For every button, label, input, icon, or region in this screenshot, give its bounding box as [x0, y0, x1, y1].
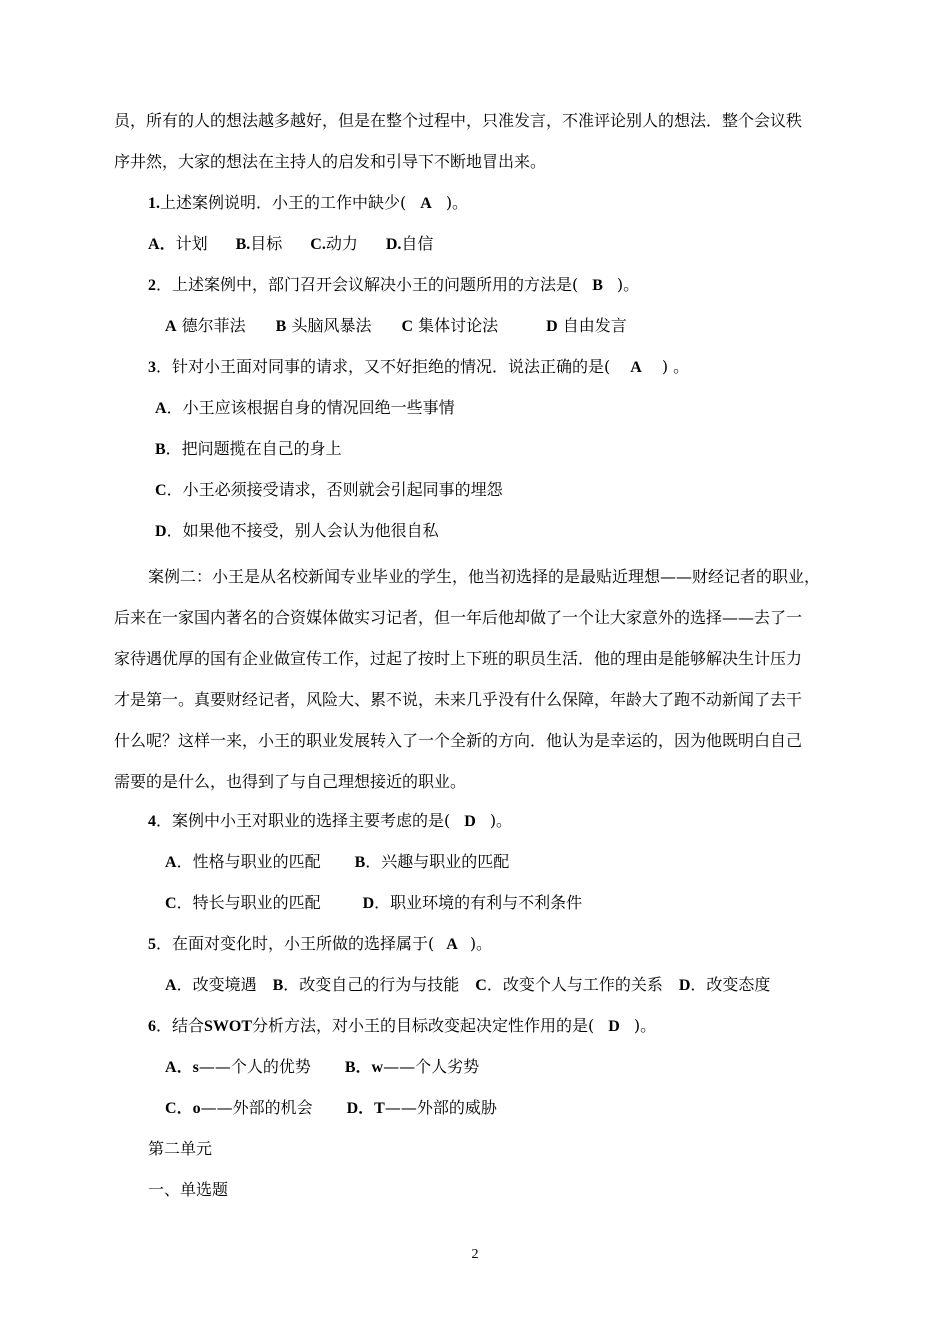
- question-3-option-a: A．小王应该根据自身的情况回绝一些事情: [155, 398, 455, 417]
- question-3-option-c: C．小王必须接受请求，否则就会引起同事的埋怨: [155, 480, 503, 499]
- question-4-options-row-1: [165, 852, 509, 873]
- question-5-options: [165, 975, 770, 996]
- option-b: B．w——个人劣势: [344, 1057, 480, 1076]
- question-number: 4: [148, 813, 156, 830]
- question-text: ．案例中小王对职业的选择主要考虑的是(: [156, 811, 451, 830]
- question-1: [148, 193, 468, 214]
- answer-letter: B: [592, 277, 603, 294]
- unit-heading: 第二单元: [148, 1139, 213, 1158]
- answer-letter: A: [630, 359, 642, 376]
- question-text: ．上述案例中，部门召开会议解决小王的问题所用的方法是(: [156, 275, 579, 294]
- question-close: )。: [489, 811, 513, 830]
- option-d: D 自由发言: [546, 316, 627, 335]
- question-text: ．结合: [156, 1016, 205, 1035]
- option-a: A．s——个人的优势: [165, 1057, 311, 1076]
- question-text: ．在面对变化时，小王所做的选择属于(: [156, 934, 435, 953]
- answer-letter: A: [420, 195, 432, 212]
- question-2-options: [165, 316, 627, 337]
- case-2-line: 后来在一家国内著名的合资媒体做实习记者，但一年后他却做了一个让大家意外的选择——去了一: [114, 608, 803, 627]
- answer-letter: D: [608, 1018, 620, 1035]
- question-close: ) 。: [661, 357, 690, 376]
- option-d: D.自信: [385, 234, 434, 253]
- option-c: C．特长与职业的匹配: [165, 893, 321, 912]
- page-number: 2: [471, 1247, 479, 1262]
- question-3: [148, 357, 689, 378]
- answer-letter: A: [446, 936, 458, 953]
- question-number: 5: [148, 936, 156, 953]
- question-close: )。: [445, 193, 469, 212]
- option-d: D．职业环境的有利与不利条件: [362, 893, 583, 912]
- question-number: 2: [148, 277, 156, 294]
- question-1-options: [148, 234, 433, 255]
- swot-label: SWOT: [204, 1018, 253, 1035]
- case-2-line: 什么呢？这样一来，小王的职业发展转入了一个全新的方向．他认为是幸运的，因为他既明白自己: [114, 731, 803, 750]
- question-close: )。: [633, 1016, 657, 1035]
- question-text: 上述案例说明．小王的工作中缺少(: [160, 193, 407, 212]
- option-b: B 头脑风暴法: [275, 316, 372, 335]
- question-3-option-b: B．把问题揽在自己的身上: [155, 439, 342, 458]
- answer-letter: D: [464, 813, 476, 830]
- option-c: C．o——外部的机会: [165, 1098, 313, 1117]
- intro-line-2: 序井然，大家的想法在主持人的启发和引导下不断地冒出来。: [114, 152, 547, 171]
- section-heading: 一、单选题: [148, 1180, 229, 1199]
- question-number: 1.: [148, 195, 160, 212]
- question-6-options-row-2: [165, 1098, 497, 1119]
- case-2-line: 案例二：小王是从名校新闻专业毕业的学生，他当初选择的是最贴近理想——财经记者的职业，: [148, 567, 821, 586]
- case-2-line: 才是第一。真要财经记者，风险大、累不说，未来几乎没有什么保障，年龄大了跑不动新闻了去干: [114, 690, 803, 709]
- question-text: ．针对小王面对同事的请求，又不好拒绝的情况．说法正确的是(: [156, 357, 611, 376]
- question-6-options-row-1: [165, 1057, 479, 1078]
- option-c: C．改变个人与工作的关系: [475, 975, 663, 994]
- case-2-line: 家待遇优厚的国有企业做宣传工作，过起了按时上下班的职员生活．他的理由是能够解决生计压力: [114, 649, 803, 668]
- option-d: D．T——外部的威胁: [346, 1098, 497, 1117]
- option-a: A 德尔菲法: [165, 316, 246, 335]
- option-c: C 集体讨论法: [401, 316, 499, 335]
- option-b: B.目标: [235, 234, 283, 253]
- option-c: C.动力: [310, 234, 358, 253]
- question-number: 3: [148, 359, 156, 376]
- question-number: 6: [148, 1018, 156, 1035]
- question-2: [148, 275, 639, 296]
- case-2-paragraph: [114, 556, 838, 802]
- question-5: [148, 934, 492, 955]
- option-a: A．改变境遇: [165, 975, 257, 994]
- question-text: 分析方法，对小王的目标改变起决定性作用的是(: [252, 1016, 595, 1035]
- question-close: )。: [616, 275, 640, 294]
- question-4-options-row-2: [165, 893, 582, 914]
- question-3-option-d: D．如果他不接受，别人会认为他很自私: [155, 521, 439, 540]
- option-d: D．改变态度: [678, 975, 771, 994]
- question-4: [148, 811, 512, 832]
- question-6: [148, 1016, 656, 1037]
- option-a: A．计划: [148, 234, 208, 253]
- question-close: )。: [469, 934, 493, 953]
- case-2-line: 需要的是什么，也得到了与自己理想接近的职业。: [114, 772, 467, 791]
- option-b: B．改变自己的行为与技能: [272, 975, 460, 994]
- option-a: A．性格与职业的匹配: [165, 852, 321, 871]
- intro-line-1: 员，所有的人的想法越多越好，但是在整个过程中，只准发言，不准评论别人的想法．整个会议秩: [114, 111, 803, 130]
- option-b: B．兴趣与职业的匹配: [354, 852, 510, 871]
